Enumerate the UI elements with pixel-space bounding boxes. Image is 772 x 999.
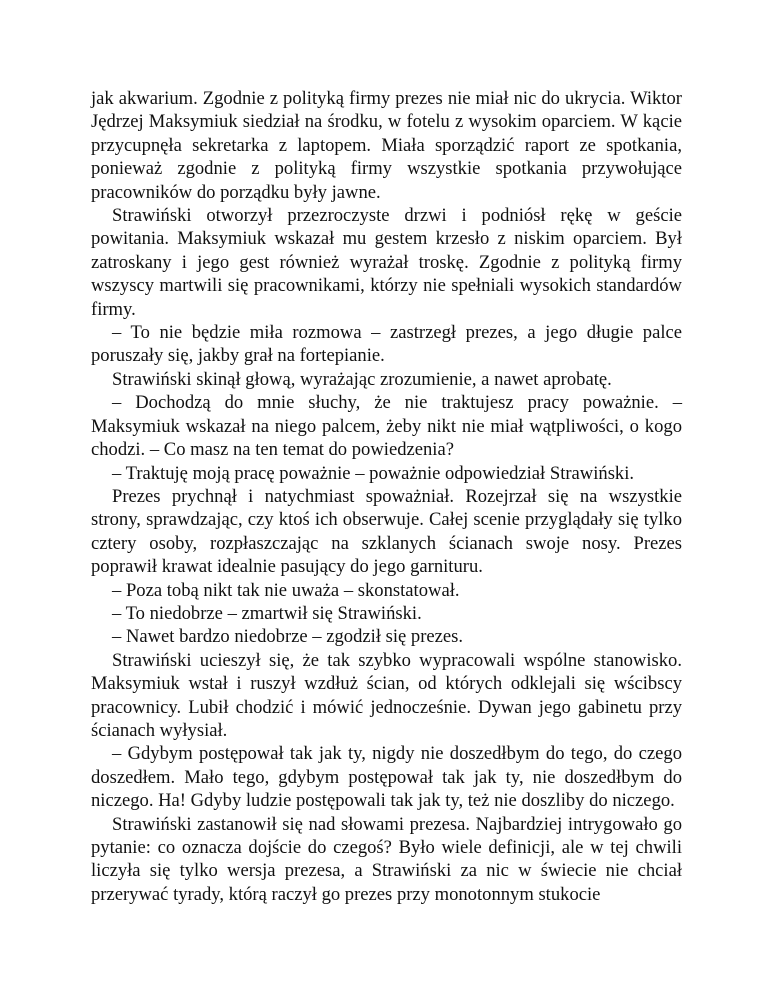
paragraph-8: – Poza tobą nikt tak nie uważa – skonstatował. xyxy=(112,579,460,601)
paragraph-11: Strawiński ucieszył się, że tak szybko wypracowali wspólne stanowisko. Maksymiuk wstał i ruszył wzdłuż ścian, od których odklejali się wścibscy pracownicy. Lubił chodzić i mówić jednocześnie. Dywan jego gabinetu przy ścianach wyłysiał. xyxy=(91,649,682,741)
paragraph-13: Strawiński zastanowił się nad słowami prezesa. Najbardziej intrygowało go pytanie: co oznacza dojście do czegoś? Było wiele definicji, ale w tej chwili liczyła się tylko wersja prezesa, a Strawiński za nic w świecie nie chciał przerywać tyrady, którą raczył go prezes przy monotonnym stukocie xyxy=(91,813,682,905)
paragraph-10: – Nawet bardzo niedobrze – zgodził się prezes. xyxy=(112,626,464,648)
paragraph-6: – Traktuję moją pracę poważnie – poważnie odpowiedział Strawiński. xyxy=(112,462,635,484)
paragraph-7: Prezes prychnął i natychmiast spoważniał. Rozejrzał się na wszystkie strony, sprawdzając, czy ktoś ich obserwuje. Całej scenie przyglądały się tylko cztery osoby, rozpłaszczając na szklanych ścianach swoje nosy. Prezes poprawił krawat idealnie pasujący do jego garnituru. xyxy=(91,485,682,578)
paragraph-5: – Dochodzą do mnie słuchy, że nie traktujesz pracy poważnie. – Maksymiuk wskazał na niego palcem, żeby nikt nie miał wątpliwości, o kogo chodzi. – Co masz na ten temat do powiedzenia? xyxy=(91,392,682,461)
paragraph-3: – To nie będzie miła rozmowa – zastrzegł prezes, a jego długie palce poruszały się, jakby grał na fortepianie. xyxy=(91,322,682,367)
paragraph-4: Strawiński skinął głową, wyrażając zrozumienie, a nawet aprobatę. xyxy=(112,368,612,390)
paragraph-2: Strawiński otworzył przezroczyste drzwi i podniósł rękę w geście powitania. Maksymiuk wskazał mu gestem krzesło z niskim oparciem. Był zatroskany i jego gest również wyrażał troskę. Zgodnie z polityką firmy wszyscy martwili się pracownikami, którzy nie spełniali wysokich standardów firmy. xyxy=(91,205,682,320)
paragraph-1: jak akwarium. Zgodnie z polityką firmy prezes nie miał nic do ukrycia. Wiktor Jędrzej Maksymiuk siedział na środku, w fotelu z wysokim oparciem. W kącie przycupnęła sekretarka z laptopem. Miała sporządzić raport ze spotkania, ponieważ zgodnie z polityką firmy wszystkie spotkania przywołujące pracowników do porządku były jawne. xyxy=(91,88,682,203)
paragraph-9: – To niedobrze – zmartwił się Strawiński. xyxy=(112,602,422,624)
page-body xyxy=(91,87,682,906)
paragraph-12: – Gdybym postępował tak jak ty, nigdy nie doszedłbym do tego, do czego doszedłem. Mało tego, gdybym postępował tak jak ty, nie doszedłbym do niczego. Ha! Gdyby ludzie postępowali tak jak ty, też nie doszliby do niczego. xyxy=(91,743,682,812)
